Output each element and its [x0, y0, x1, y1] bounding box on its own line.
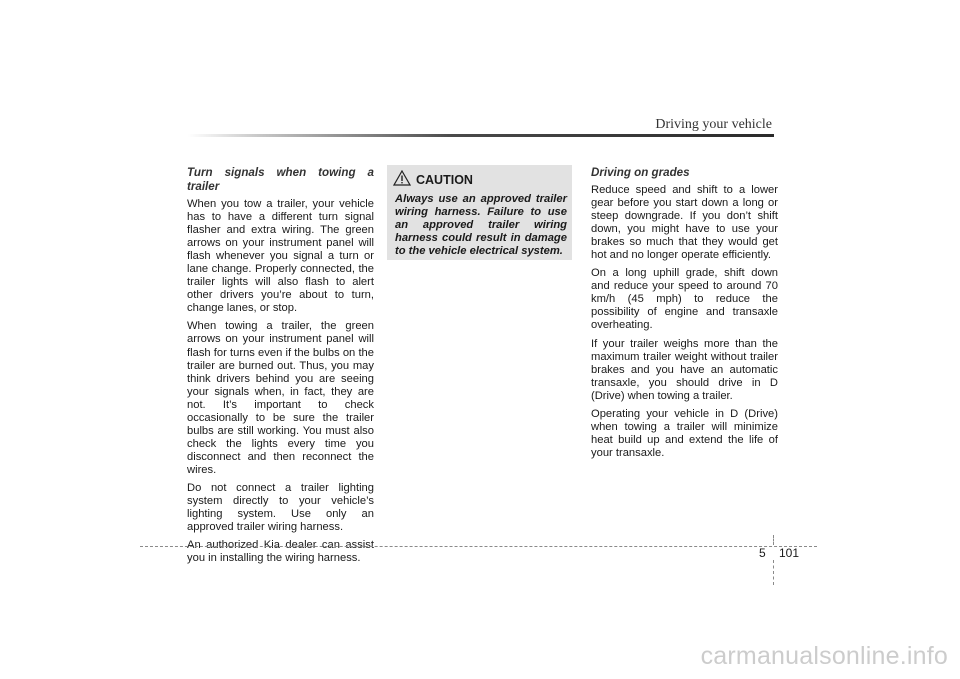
section-title: Driving your vehicle [655, 117, 772, 132]
turn-signals-heading: Turn signals when towing a trailer [187, 166, 374, 193]
page-divider [773, 535, 774, 545]
header-rule [188, 134, 774, 137]
paragraph: On a long uphill grade, shift down and reduce your speed to around 70 km/h (45 mph) to reduce the possibility of engine and transaxle overheating. [591, 267, 778, 332]
caution-box [387, 165, 572, 260]
left-column [187, 166, 374, 570]
driving-on-grades-heading: Driving on grades [591, 166, 690, 179]
paragraph: Operating your vehicle in D (Drive) when towing a trailer will minimize heat build up and extend the life of your transaxle. [591, 407, 778, 459]
watermark: carmanualsonline.info [700, 642, 948, 670]
footer-rule [140, 546, 817, 547]
caution-text: Always use an approved trailer wiring harness. Failure to use an approved trailer wiring harness could result in damage to the vehicle electrical system. [395, 193, 567, 258]
right-column [591, 166, 778, 465]
paragraph: When you tow a trailer, your vehicle has to have a different turn signal flasher and extra wiring. The green arrows on your instrument panel will flash whenever you signal a turn or lane change. Properly connected, the trailer lights will also flash to alert other drivers you’re about to turn, change lanes, or stop. [187, 198, 374, 315]
caution-header [393, 171, 473, 189]
caution-title: CAUTION [416, 173, 473, 187]
page-number: 101 [779, 546, 800, 560]
warning-triangle-icon [393, 170, 411, 191]
page-divider [773, 560, 774, 585]
chapter-number: 5 [759, 546, 766, 560]
paragraph: Do not connect a trailer lighting system directly to your vehicle’s lighting system. Use only an approved trailer wiring harness. [187, 481, 374, 534]
paragraph: If your trailer weighs more than the maximum trailer weight without trailer brakes and you have an automatic transaxle, you should drive in D (Drive) when towing a trailer. [591, 337, 778, 402]
paragraph: An authorized Kia dealer can assist you in installing the wiring harness. [187, 539, 374, 565]
paragraph: When towing a trailer, the green arrows on your instrument panel will flash for turns even if the bulbs on the trailer are burned out. Thus, you may think drivers behind you are seeing your signals when, in fact, they are not. It’s important to check occasionally to be sure the trailer bulbs are still working. You must also check the lights every time you disconnect and then reconnect the wires. [187, 320, 374, 476]
paragraph: Reduce speed and shift to a lower gear before you start down a long or steep downgrade. If you don’t shift down, you might have to use your brakes so much that they would get hot and no longer operate efficiently. [591, 184, 778, 262]
